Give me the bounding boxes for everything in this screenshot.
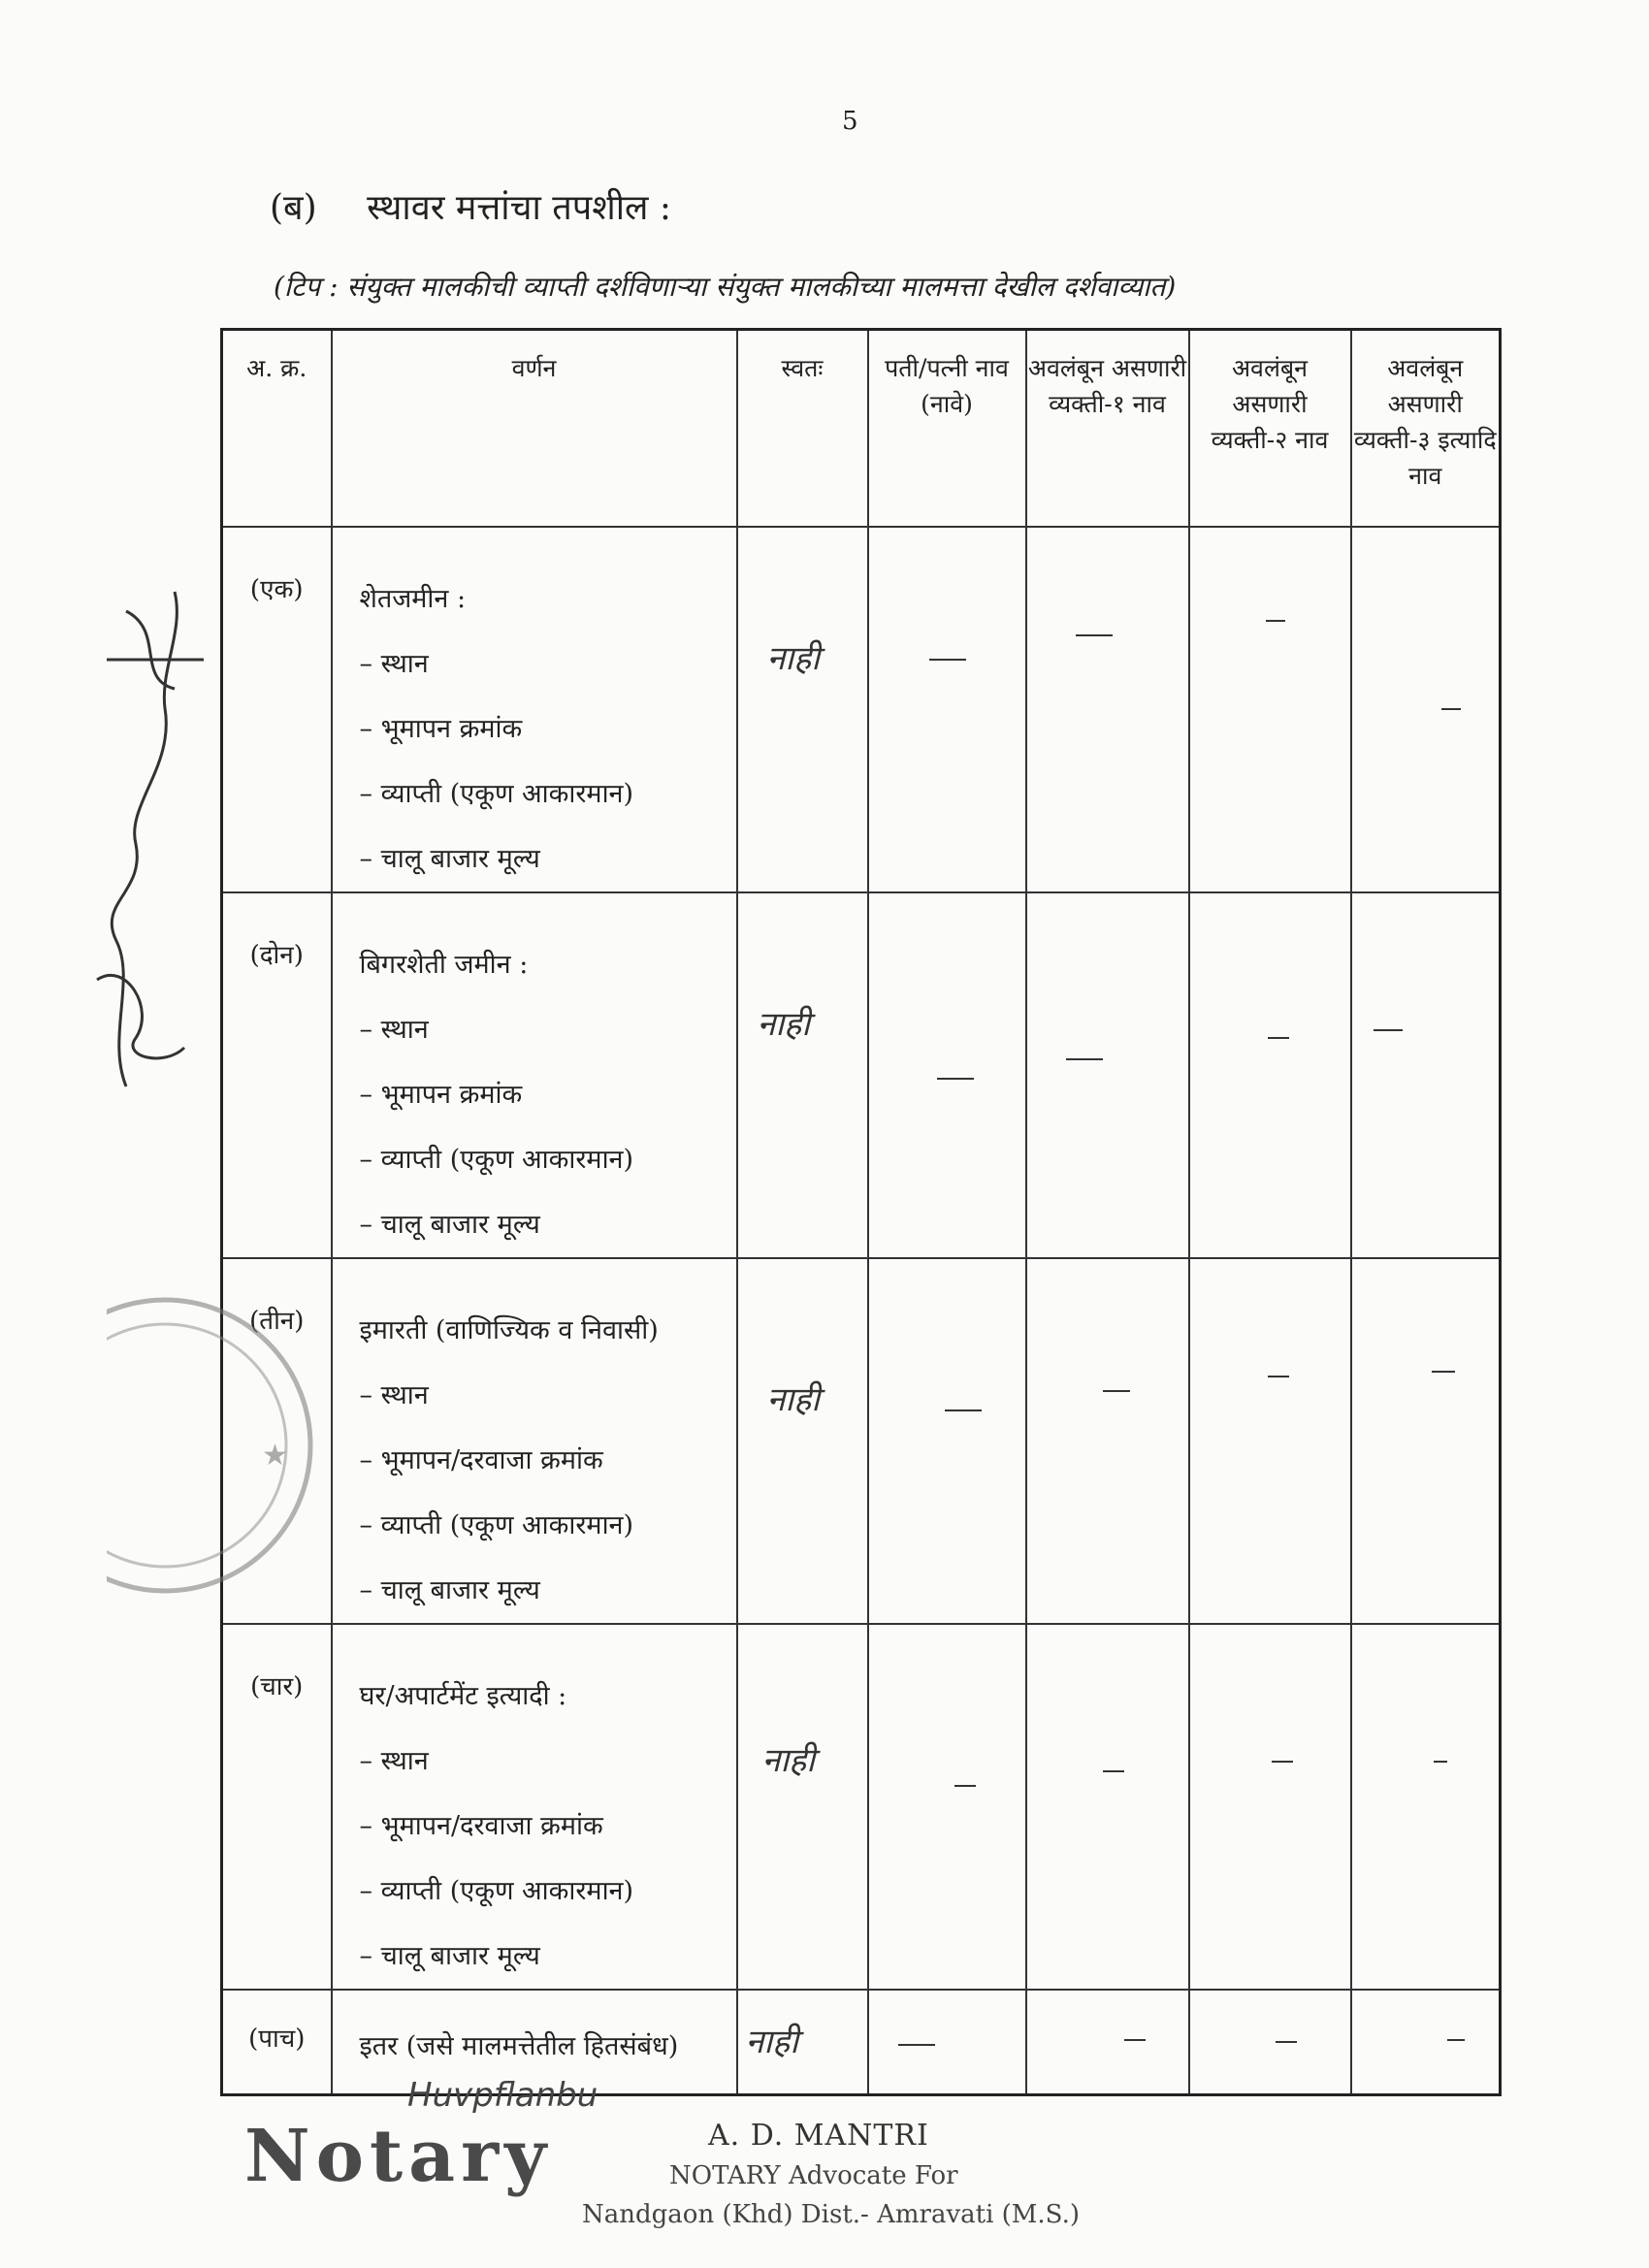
- spouse-cell: [868, 1990, 1026, 2094]
- table-row: [222, 1624, 1501, 1990]
- dependent-3-cell: [1351, 1258, 1501, 1624]
- row-item: – चालू बाजार मूल्य: [359, 1210, 540, 1240]
- row-item: – स्थान: [359, 1746, 429, 1776]
- row-item: – चालू बाजार मूल्य: [359, 1575, 540, 1605]
- dash-mark: [1447, 2039, 1465, 2041]
- dash-mark: [1103, 1770, 1124, 1772]
- dash-mark: [1268, 1037, 1289, 1039]
- handwritten-self: नाही: [761, 1741, 816, 1780]
- dependent-1-cell: [1026, 1258, 1189, 1624]
- dash-mark: [1266, 620, 1285, 622]
- row-item: – स्थान: [359, 1380, 429, 1410]
- handwritten-self: नाही: [757, 1005, 811, 1044]
- spouse-cell: [868, 1258, 1026, 1624]
- row-description: [332, 527, 737, 892]
- row-item: – चालू बाजार मूल्य: [359, 1941, 540, 1971]
- row-serial: (दोन): [222, 892, 332, 1258]
- row-title: इतर (जसे मालमत्तेतील हितसंबंध): [359, 2031, 679, 2061]
- row-serial: (एक): [222, 527, 332, 892]
- notary-title: NOTARY Advocate For: [669, 2161, 958, 2190]
- dash-mark: [1268, 1376, 1289, 1377]
- dependent-3-cell: [1351, 1990, 1501, 2094]
- handwritten-name: Huvpflanbu: [407, 2076, 598, 2115]
- dependent-2-cell: [1189, 1990, 1351, 2094]
- dash-mark: [1103, 1390, 1130, 1392]
- row-item: – व्याप्ती (एकूण आकारमान): [359, 1876, 634, 1906]
- self-cell: [737, 1258, 868, 1624]
- dependent-2-cell: [1189, 892, 1351, 1258]
- section-title: स्थावर मत्तांचा तपशील :: [367, 188, 672, 228]
- dash-mark: [898, 2044, 935, 2046]
- table-header-row: [222, 330, 1501, 528]
- row-item: – भूमापन क्रमांक: [359, 714, 523, 744]
- row-description: [332, 892, 737, 1258]
- row-title: शेतजमीन :: [359, 584, 467, 614]
- row-item: – भूमापन क्रमांक: [359, 1080, 523, 1110]
- header-serial: अ. क्र.: [222, 330, 332, 528]
- dependent-2-cell: [1189, 527, 1351, 892]
- immovable-assets-table: [220, 328, 1502, 2096]
- row-item: – व्याप्ती (एकूण आकारमान): [359, 1510, 634, 1540]
- dash-mark: [1432, 1371, 1455, 1373]
- dash-mark: [1434, 1761, 1447, 1763]
- handwritten-self: नाही: [745, 2023, 799, 2061]
- dependent-3-cell: [1351, 1624, 1501, 1990]
- self-cell: [737, 1624, 868, 1990]
- row-description: [332, 1258, 737, 1624]
- dash-mark: [929, 659, 966, 661]
- dash-mark: [945, 1409, 982, 1411]
- spouse-cell: [868, 892, 1026, 1258]
- header-dependent-2: अवलंबून असणारी व्यक्ती-२ नाव: [1189, 330, 1351, 528]
- self-cell: [737, 1990, 868, 2094]
- spouse-cell: [868, 1624, 1026, 1990]
- svg-text:★: ★: [262, 1439, 288, 1473]
- self-cell: [737, 892, 868, 1258]
- row-serial: (पाच): [222, 1990, 332, 2094]
- dash-mark: [937, 1078, 974, 1080]
- row-item: – व्याप्ती (एकूण आकारमान): [359, 1145, 634, 1175]
- dash-mark: [1441, 708, 1461, 710]
- self-cell: [737, 527, 868, 892]
- header-dependent-1: अवलंबून असणारी व्यक्ती-१ नाव: [1026, 330, 1189, 528]
- page-number: 5: [842, 107, 858, 136]
- row-item: – व्याप्ती (एकूण आकारमान): [359, 779, 634, 809]
- header-self: स्वतः: [737, 330, 868, 528]
- note-line: (टिप : संयुक्त मालकीची व्याप्ती दर्शविणाऱ्या संयुक्त मालकीच्या मालमत्ता देखील दर्शवाव्यात): [274, 271, 1177, 303]
- notary-name: A. D. MANTRI: [708, 2119, 929, 2153]
- row-title: इमारती (वाणिज्यिक व निवासी): [359, 1315, 659, 1345]
- table-row: [222, 892, 1501, 1258]
- section-heading: [270, 182, 671, 230]
- spouse-cell: [868, 527, 1026, 892]
- row-item: – भूमापन/दरवाजा क्रमांक: [359, 1811, 603, 1841]
- dash-mark: [1374, 1029, 1403, 1031]
- dependent-1-cell: [1026, 1624, 1189, 1990]
- handwritten-self: नाही: [766, 639, 821, 678]
- row-title: बिगरशेती जमीन :: [359, 950, 529, 980]
- dash-mark: [1124, 2039, 1146, 2041]
- dash-mark: [1272, 1761, 1293, 1763]
- row-description: [332, 1624, 737, 1990]
- dash-mark: [1076, 634, 1113, 636]
- row-serial: (चार): [222, 1624, 332, 1990]
- dependent-3-cell: [1351, 892, 1501, 1258]
- row-item: – भूमापन/दरवाजा क्रमांक: [359, 1445, 603, 1475]
- dependent-1-cell: [1026, 527, 1189, 892]
- row-item: – चालू बाजार मूल्य: [359, 844, 540, 874]
- row-serial: (तीन): [222, 1258, 332, 1624]
- header-spouse: पती/पत्नी नाव (नावे): [868, 330, 1026, 528]
- row-item: – स्थान: [359, 1015, 429, 1045]
- header-description: वर्णन: [332, 330, 737, 528]
- dash-mark: [1066, 1058, 1103, 1060]
- notary-stamp-word: Notary: [244, 2115, 553, 2198]
- notary-place: Nandgaon (Khd) Dist.- Amravati (M.S.): [582, 2200, 1080, 2229]
- dependent-2-cell: [1189, 1258, 1351, 1624]
- row-item: – स्थान: [359, 649, 429, 679]
- signature-mark: [68, 572, 233, 1096]
- dash-mark: [1276, 2041, 1297, 2043]
- dash-mark: [954, 1785, 976, 1787]
- table-row: [222, 527, 1501, 892]
- table-row: [222, 1258, 1501, 1624]
- notary-seal-icon: [107, 1261, 320, 1630]
- dependent-3-cell: [1351, 527, 1501, 892]
- header-dependent-3: अवलंबून असणारी व्यक्ती-३ इत्यादि नाव: [1351, 330, 1501, 528]
- section-label: (ब): [270, 188, 317, 228]
- dependent-1-cell: [1026, 892, 1189, 1258]
- dependent-2-cell: [1189, 1624, 1351, 1990]
- dependent-1-cell: [1026, 1990, 1189, 2094]
- handwritten-self: नाही: [766, 1380, 821, 1419]
- row-title: घर/अपार्टमेंट इत्यादी :: [359, 1681, 567, 1711]
